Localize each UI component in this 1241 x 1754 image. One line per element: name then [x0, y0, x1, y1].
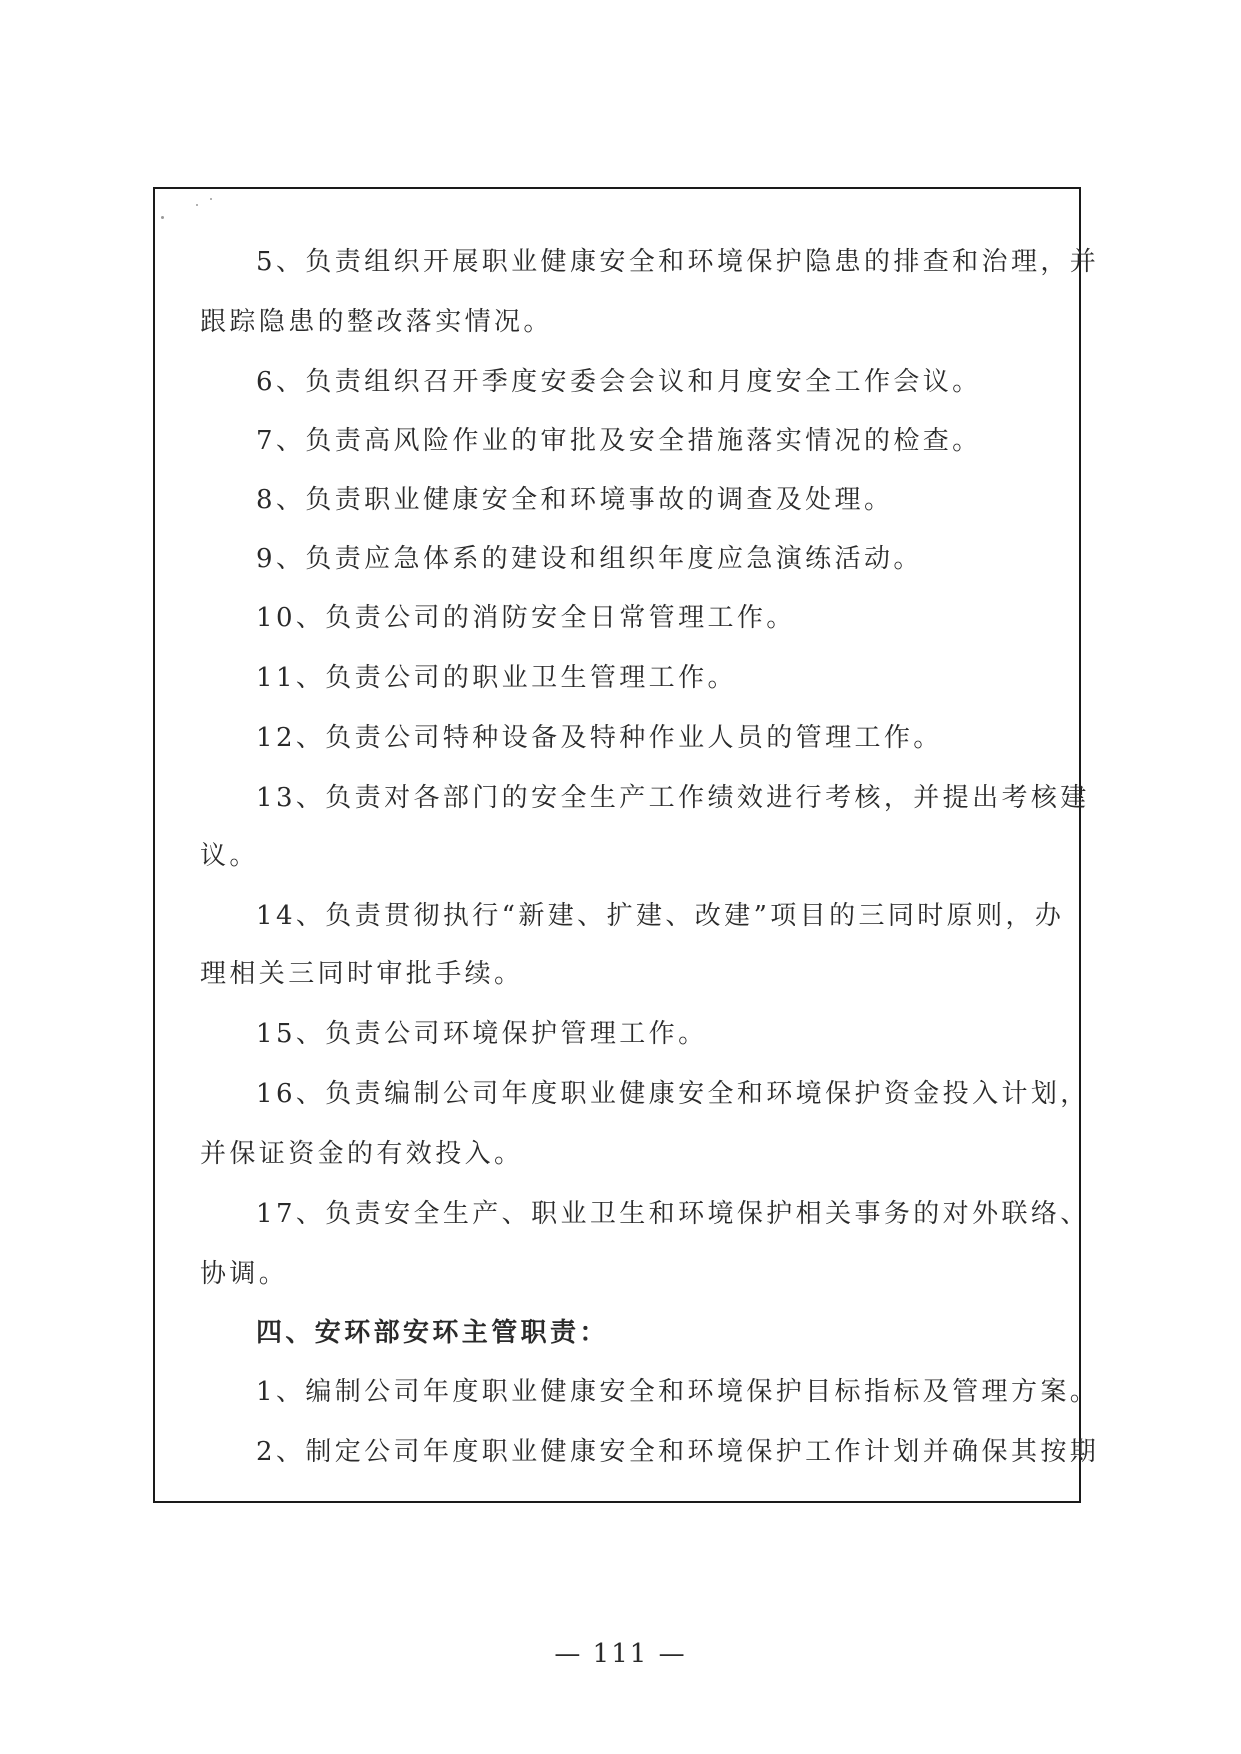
- text-line: 13、负责对各部门的安全生产工作绩效进行考核，并提出考核建: [256, 783, 1090, 813]
- text-line: 议。: [200, 841, 259, 871]
- text-line: 15、负责公司环境保护管理工作。: [256, 1019, 708, 1049]
- text-line: 跟踪隐患的整改落实情况。: [200, 307, 553, 337]
- text-line: 14、负责贯彻执行“新建、扩建、改建”项目的三同时原则，办: [256, 901, 1065, 931]
- scan-speck: [196, 204, 198, 206]
- text-line: 16、负责编制公司年度职业健康安全和环境保护资金投入计划，: [256, 1079, 1090, 1109]
- page-number: — 111 —: [554, 1639, 687, 1669]
- text-line: 理相关三同时审批手续。: [200, 959, 524, 989]
- section-heading: 四、安环部安环主管职责：: [256, 1318, 609, 1348]
- text-line: 10、负责公司的消防安全日常管理工作。: [256, 603, 796, 633]
- text-line: 17、负责安全生产、职业卫生和环境保护相关事务的对外联络、: [256, 1199, 1090, 1229]
- text-line: 1、编制公司年度职业健康安全和环境保护目标指标及管理方案。: [256, 1377, 1100, 1407]
- text-line: 2、制定公司年度职业健康安全和环境保护工作计划并确保其按期: [256, 1437, 1100, 1467]
- text-line: 6、负责组织召开季度安委会会议和月度安全工作会议。: [256, 367, 982, 397]
- text-line: 协调。: [200, 1259, 289, 1289]
- text-line: 并保证资金的有效投入。: [200, 1139, 524, 1169]
- text-line: 5、负责组织开展职业健康安全和环境保护隐患的排查和治理，并: [256, 247, 1100, 277]
- text-line: 9、负责应急体系的建设和组织年度应急演练活动。: [256, 544, 923, 574]
- scan-speck: [161, 216, 164, 219]
- text-line: 8、负责职业健康安全和环境事故的调查及处理。: [256, 485, 894, 515]
- text-line: 7、负责高风险作业的审批及安全措施落实情况的检查。: [256, 426, 982, 456]
- scan-speck: [210, 198, 212, 200]
- text-line: 12、负责公司特种设备及特种作业人员的管理工作。: [256, 723, 943, 753]
- text-line: 11、负责公司的职业卫生管理工作。: [256, 663, 737, 693]
